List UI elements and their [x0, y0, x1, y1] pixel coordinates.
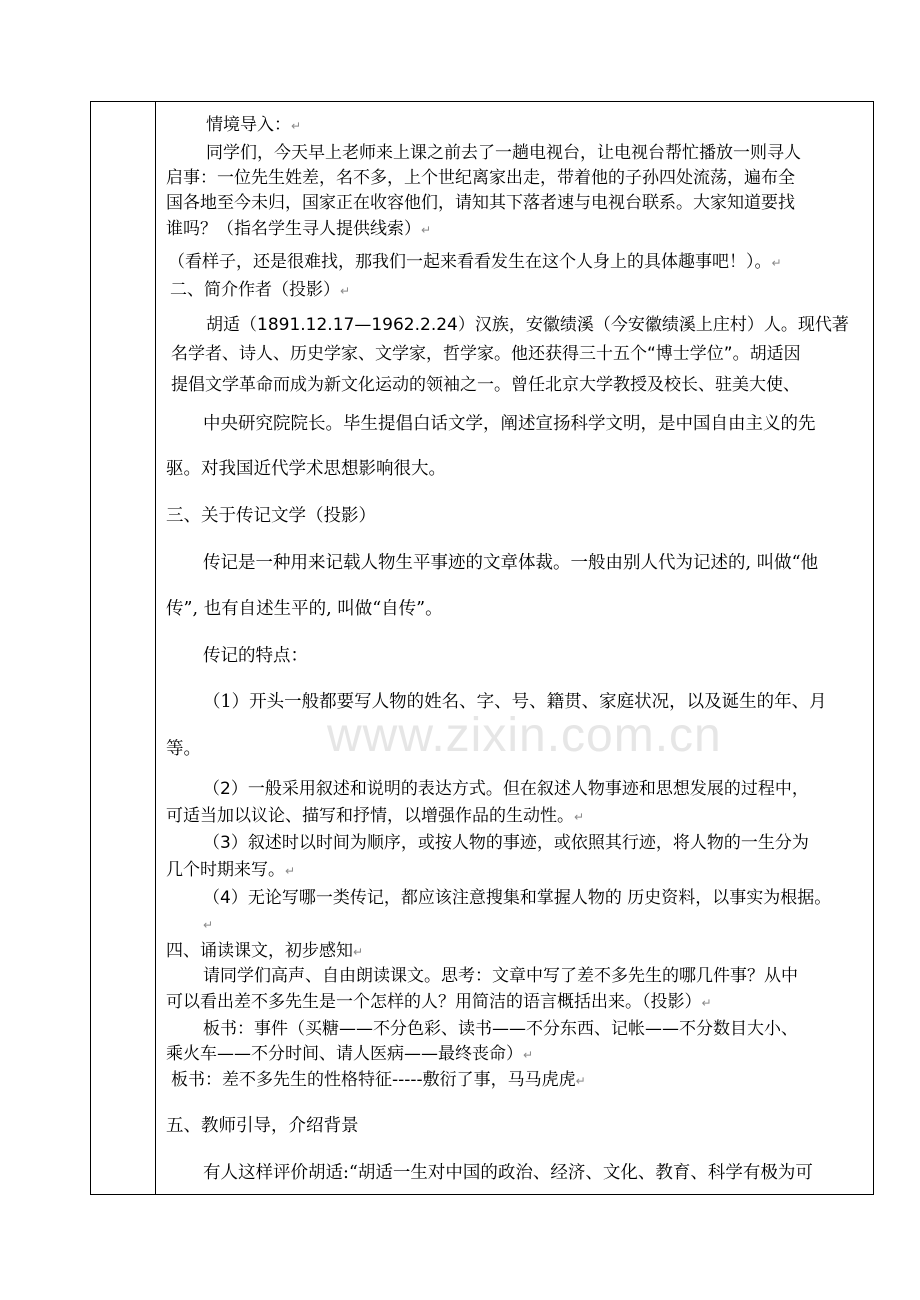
paragraph-mark-icon: ↵ — [285, 864, 296, 878]
text-line-content: 启事：一位先生姓差，名不多，上个世纪离家出走，带着他的子孙四处流荡，遍布全 — [166, 168, 795, 188]
text-line — [166, 505, 376, 527]
text-line — [166, 218, 431, 241]
text-line — [203, 413, 816, 435]
paragraph-mark-icon: ↵ — [523, 1048, 534, 1062]
text-line — [166, 458, 446, 480]
column-divider — [155, 102, 156, 1194]
text-line-content: 五、教师引导，介绍背景 — [166, 1116, 359, 1136]
text-line-content: 板书：差不多先生的性格特征-----敷衍了事，马马虎虎 — [171, 1070, 576, 1090]
text-line-content: 可适当加以议论、描写和抒情，以增强作品的生动性。 — [166, 806, 574, 826]
text-line — [166, 167, 795, 189]
text-line-content: 传”, 也有自述生平的, 叫做“自传”。 — [166, 599, 443, 619]
text-line-content: 名学者、诗人、历史学家、文学家，哲学家。他还获得三十五个“博士学位”。胡适因 — [171, 344, 801, 364]
text-line-content: 板书：事件（买糖——不分色彩、读书——不分东西、记帐——不分数目大小、 — [203, 1019, 798, 1039]
text-line — [168, 251, 782, 274]
paragraph-mark-icon: ↵ — [291, 119, 302, 133]
text-line-content: 传记是一种用来记载人物生平事迹的文章体裁。一般由别人代为记述的, 叫做“他 — [203, 553, 819, 573]
text-line-content: （3）叙述时以时间为顺序，或按人物的事迹，或依照其行迹，将人物的一生分为 — [203, 833, 809, 853]
text-line-content: 情境导入： — [206, 115, 291, 135]
text-line — [203, 778, 809, 800]
text-line — [166, 940, 363, 963]
lesson-table — [90, 101, 874, 1195]
text-line — [203, 887, 831, 909]
text-line — [203, 832, 809, 854]
paragraph-mark-icon: ↵ — [771, 256, 782, 270]
text-line — [166, 991, 712, 1014]
text-line-content: 二、简介作者（投影） — [170, 280, 340, 300]
text-line-content: （4）无论写哪一类传记，都应该注意搜集和掌握人物的 历史资料，以事实为根据。 — [203, 888, 832, 908]
paragraph-mark-icon: ↵ — [340, 284, 351, 298]
text-line — [203, 552, 818, 574]
text-line-content: 驱。对我国近代学术思想影响很大。 — [166, 459, 446, 479]
text-line-content: 几个时期来写。 — [166, 860, 285, 880]
text-line-content: 胡适（1891.12.17—1962.2.24）汉族，安徽绩溪（今安徽绩溪上庄村）人。现代著 — [206, 315, 849, 335]
text-line — [171, 1069, 586, 1092]
text-line — [166, 598, 443, 620]
text-line-content: （1）开头一般都要写人物的姓名、字、号、籍贯、家庭状况，以及诞生的年、月 — [203, 692, 827, 712]
paragraph-mark-icon: ↵ — [574, 810, 585, 824]
text-line — [166, 738, 201, 760]
text-line — [166, 1115, 359, 1137]
text-line-content: 三、关于传记文学（投影） — [166, 506, 376, 526]
text-line — [171, 343, 801, 365]
text-line-content: 国各地至今未归，国家正在收容他们，请知其下落者速与电视台联系。大家知道要找 — [166, 193, 795, 213]
text-line — [203, 965, 798, 987]
paragraph-mark-icon: ↵ — [203, 918, 214, 932]
text-line — [206, 314, 849, 336]
text-line — [166, 1043, 533, 1066]
text-line-content: 可以看出差不多先生是一个怎样的人？用简洁的语言概括出来。（投影） — [166, 992, 702, 1012]
paragraph-mark-icon: ↵ — [575, 1074, 586, 1088]
text-line — [166, 192, 795, 214]
text-line-content: 有人这样评价胡适:“胡适一生对中国的政治、经济、文化、教育、科学有极为可 — [203, 1163, 813, 1183]
paragraph-mark-icon: ↵ — [353, 945, 364, 959]
text-line — [203, 913, 213, 936]
paragraph-mark-icon: ↵ — [701, 996, 712, 1010]
text-line-content: 等。 — [166, 739, 201, 759]
text-line — [171, 374, 800, 396]
text-line — [203, 1018, 798, 1040]
text-line-content: 谁吗？（指名学生寻人提供线索） — [166, 219, 421, 239]
text-line-content: （看样子，还是很难找，那我们一起来看看发生在这个人身上的具体趣事吧！）。 — [168, 252, 772, 272]
text-line — [166, 859, 295, 882]
text-line-content: （2）一般采用叙述和说明的表达方式。但在叙述人物事迹和思想发展的过程中， — [203, 779, 809, 799]
text-line — [203, 1162, 813, 1184]
watermark: www.zixin.com.cn — [327, 709, 722, 762]
text-line-content: 传记的特点： — [203, 646, 308, 666]
paragraph-mark-icon: ↵ — [421, 223, 432, 237]
text-line — [170, 279, 350, 302]
text-line — [206, 142, 801, 164]
text-line-content: 同学们，今天早上老师来上课之前去了一趟电视台，让电视台帮忙播放一则寻人 — [206, 143, 801, 163]
text-line-content: 中央研究院院长。毕生提倡白话文学，阐述宣扬科学文明，是中国自由主义的先 — [203, 414, 816, 434]
text-line — [203, 645, 308, 667]
text-line-content: 四、诵读课文，初步感知 — [166, 941, 353, 961]
text-line-content: 请同学们高声、自由朗读课文。思考：文章中写了差不多先生的哪几件事？从中 — [203, 966, 798, 986]
text-line — [206, 114, 301, 137]
text-line — [166, 805, 584, 828]
text-line — [203, 691, 827, 713]
text-line-content: 乘火车——不分时间、请人医病——最终丧命） — [166, 1044, 523, 1064]
text-line-content: 提倡文学革命而成为新文化运动的领袖之一。曾任北京大学教授及校长、驻美大使、 — [171, 375, 800, 395]
